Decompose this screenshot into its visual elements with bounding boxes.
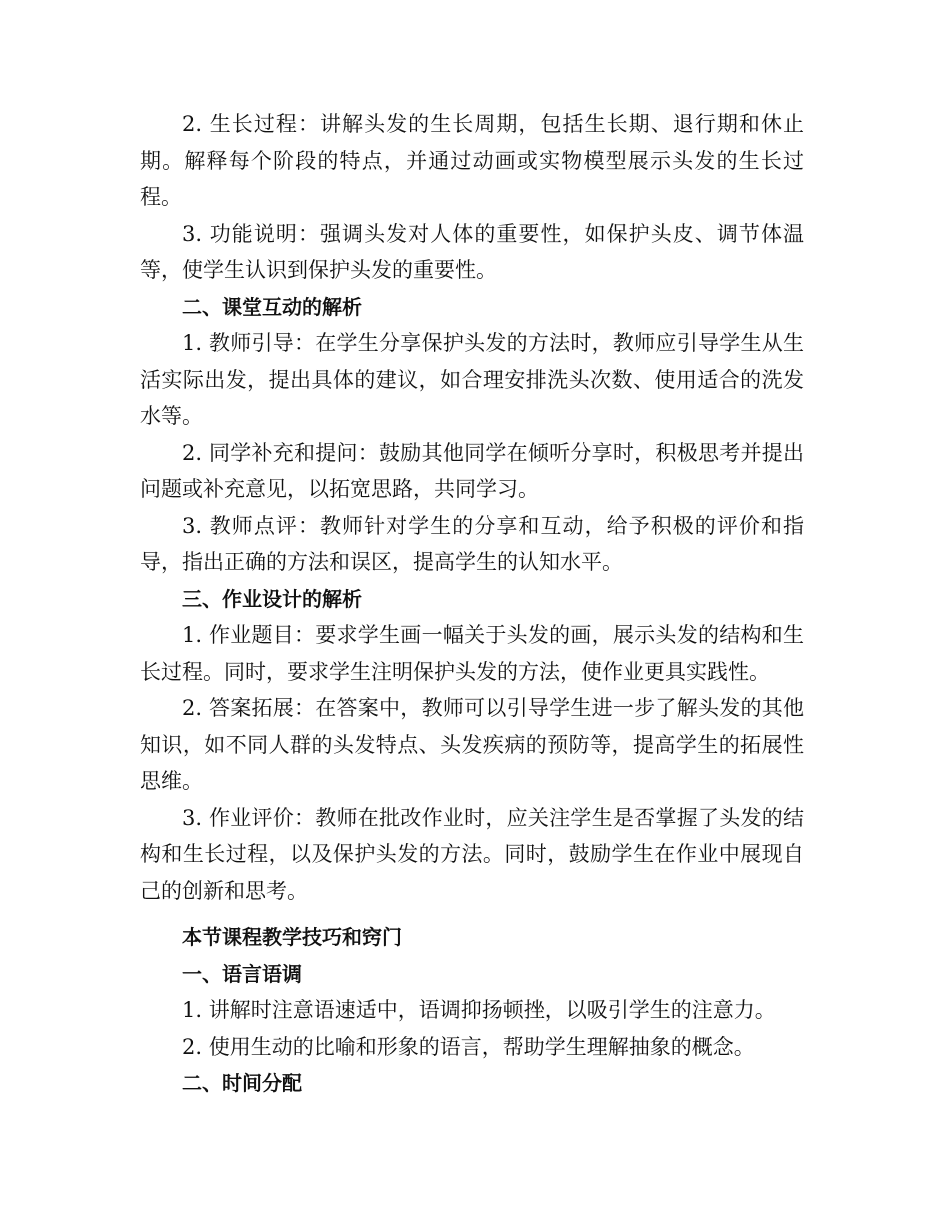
paragraph: 2. 生长过程：讲解头发的生长周期，包括生长期、退行期和休止期。解释每个阶段的特点，并通过动画或实物模型展示头发的生长过程。 (140, 112, 804, 209)
section-heading: 一、语言语调 (182, 961, 302, 986)
document-body (140, 106, 804, 1102)
paragraph: 3. 作业评价：教师在批改作业时，应关注学生是否掌握了头发的结构和生长过程，以及保护头发的方法。同时，鼓励学生在作业中展现自己的创新和思考。 (140, 805, 804, 903)
lesson-tips-title: 本节课程教学技巧和窍门 (182, 925, 402, 949)
paragraph: 1. 教师引导：在学生分享保护头发的方法时，教师应引导学生从生活实际出发，提出具体的建议，如合理安排洗头次数、使用适合的洗发水等。 (140, 331, 804, 428)
paragraph: 3. 教师点评：教师针对学生的分享和互动，给予积极的评价和指导，指出正确的方法和误区，提高学生的认知水平。 (140, 513, 804, 574)
paragraph: 3. 功能说明：强调头发对人体的重要性，如保护头皮、调节体温等，使学生认识到保护头发的重要性。 (140, 221, 804, 282)
section-heading: 二、课堂互动的解析 (182, 294, 362, 319)
section-heading: 二、时间分配 (182, 1071, 302, 1095)
paragraph: 2. 使用生动的比喻和形象的语言，帮助学生理解抽象的概念。 (182, 1034, 755, 1059)
section-heading: 三、作业设计的解析 (182, 586, 362, 611)
paragraph: 2. 答案拓展：在答案中，教师可以引导学生进一步了解头发的其他知识，如不同人群的头发特点、头发疾病的预防等，提高学生的拓展性思维。 (140, 696, 804, 793)
paragraph: 1. 作业题目：要求学生画一幅关于头发的画，展示头发的结构和生长过程。同时，要求学生注明保护头发的方法，使作业更具实践性。 (140, 623, 804, 684)
paragraph: 1. 讲解时注意语速适中，语调抑扬顿挫，以吸引学生的注意力。 (182, 998, 776, 1022)
paragraph: 2. 同学补充和提问：鼓励其他同学在倾听分享时，积极思考并提出问题或补充意见，以拓宽思路，共同学习。 (140, 440, 804, 501)
